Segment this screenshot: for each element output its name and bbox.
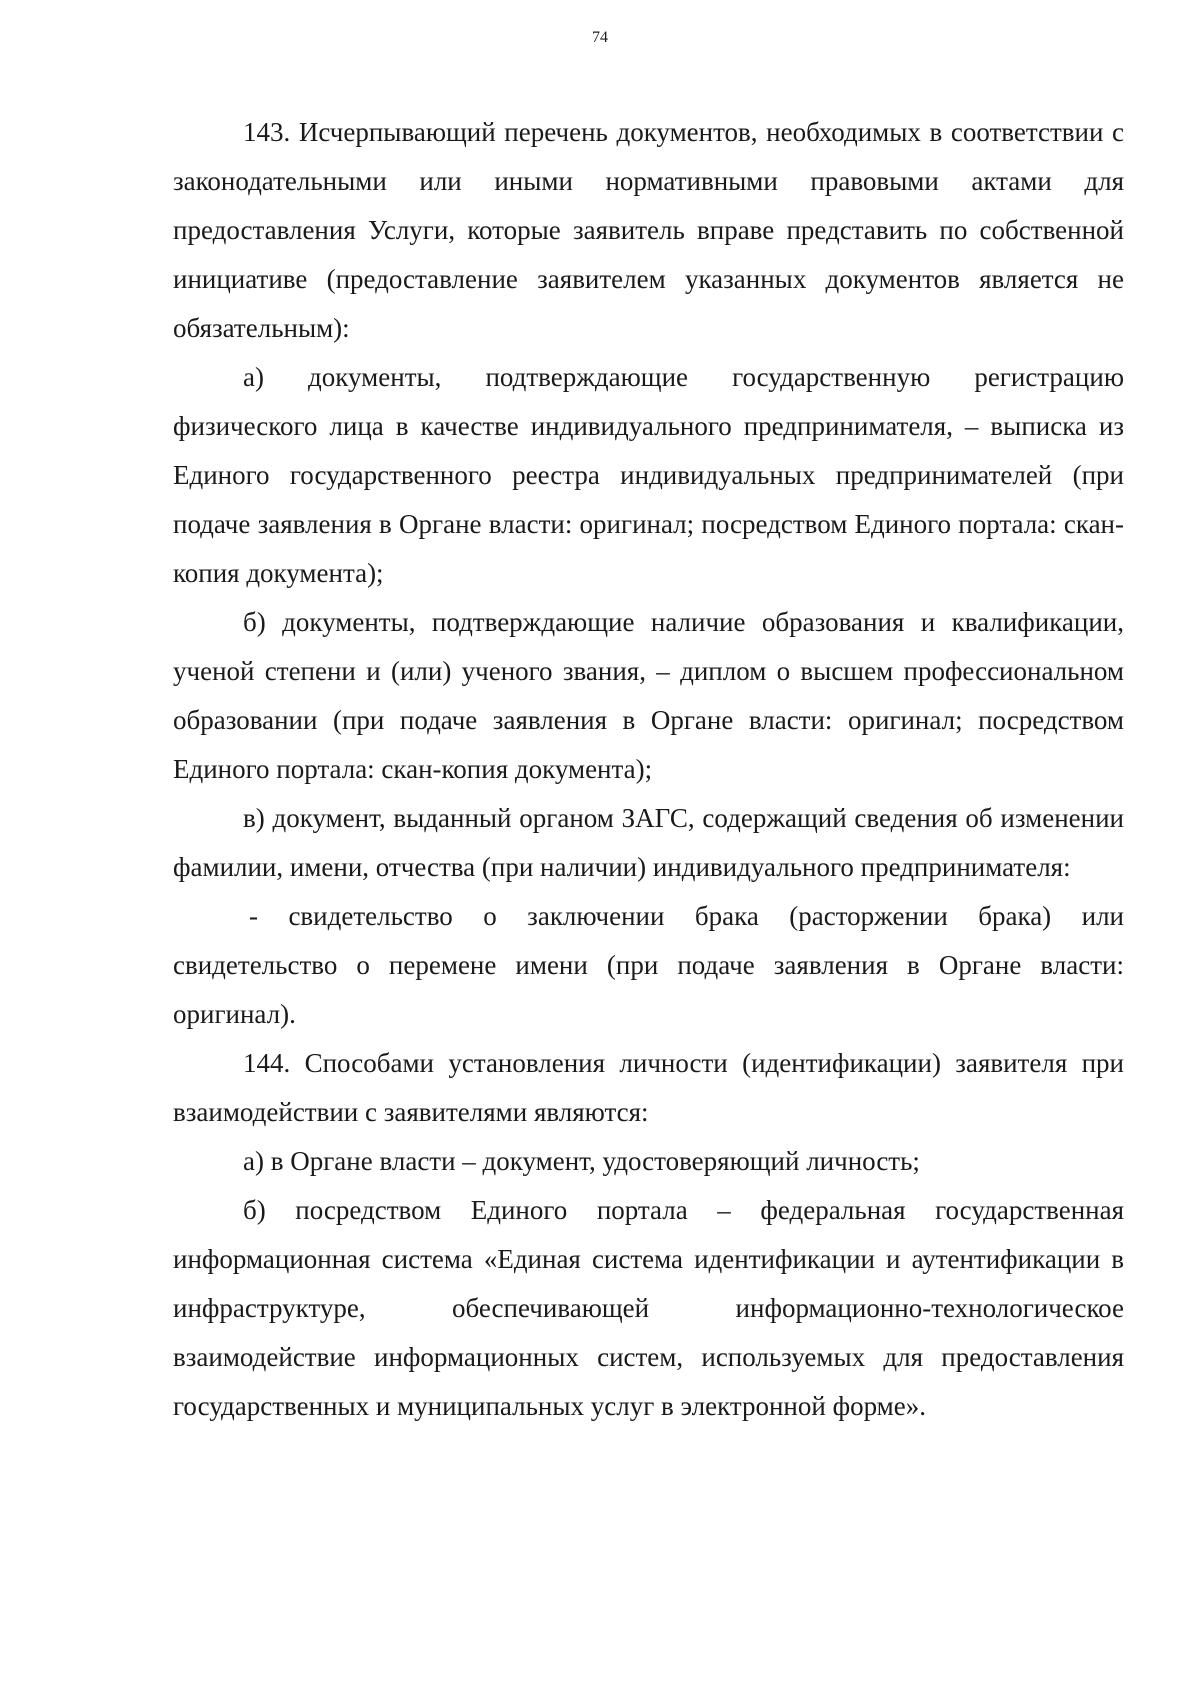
list-item-143-v: в) документ, выданный органом ЗАГС, содержащий сведения об изменении фамилии, имени, отчества (при наличии) индивидуального предпринимателя:	[173, 803, 1124, 882]
paragraph-143: 143. Исчерпывающий перечень документов, необходимых в соответствии с законодательными или иными нормативными правовыми актами для предоставления Услуги, которые заявитель вправе представить по собственной инициативе (предоставление заявителем указанных документов является не обязательным):	[173, 117, 1124, 343]
paragraph-144: 144. Способами установления личности (идентификации) заявителя при взаимодействии с заявителями являются:	[173, 1048, 1124, 1127]
document-body	[173, 108, 1124, 1431]
page-number: 74	[592, 29, 608, 46]
list-item-143-a: а) документы, подтверждающие государственную регистрацию физического лица в качестве индивидуального предпринимателя, – выписка из Единого государственного реестра индивидуальных предпринимателей (при подаче заявления в Органе власти: оригинал; посредством Единого портала: скан-копия документа);	[173, 362, 1124, 588]
list-item-143-v-dash: - свидетельство о заключении брака (расторжении брака) или свидетельство о перемене имени (при подаче заявления в Органе власти: оригинал).	[173, 901, 1124, 1029]
list-item-144-b: б) посредством Единого портала – федеральная государственная информационная система «Единая система идентификации и аутентификации в инфраструктуре, обеспечивающей информационно-технологическое взаимодействие информационных систем, используемых для предоставления государственных и муниципальных услуг в электронной форме».	[173, 1195, 1124, 1421]
list-item-143-b: б) документы, подтверждающие наличие образования и квалификации, ученой степени и (или) ученого звания, – диплом о высшем профессиональном образовании (при подаче заявления в Органе власти: оригинал; посредством Единого портала: скан-копия документа);	[173, 607, 1124, 784]
list-item-144-a: а) в Органе власти – документ, удостоверяющий личность;	[243, 1146, 920, 1176]
